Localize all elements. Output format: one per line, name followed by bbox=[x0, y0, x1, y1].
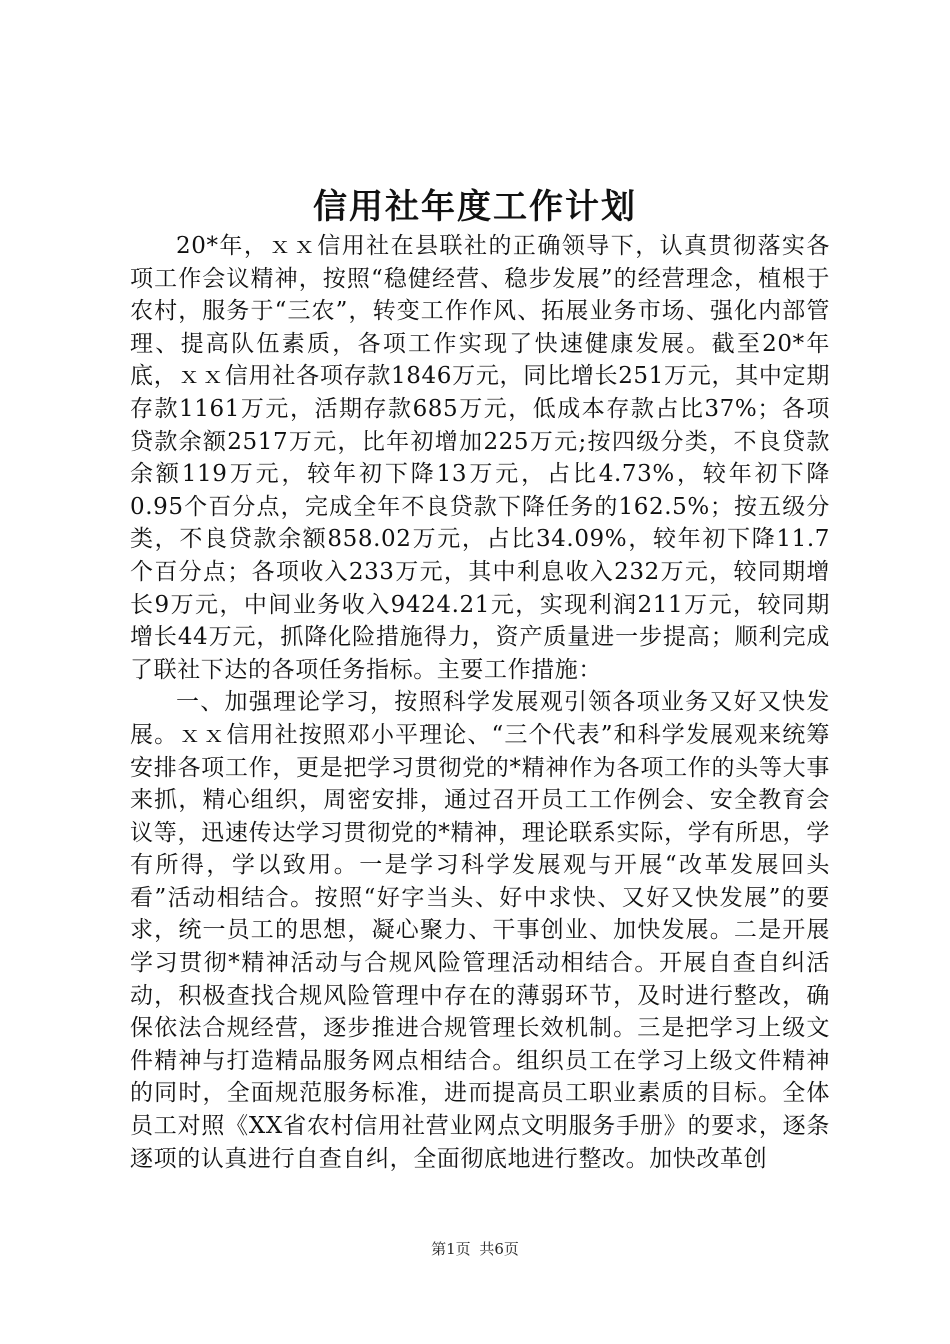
paragraph-measure-1: 一、加强理论学习，按照科学发展观引领各项业务又好又快发展。ｘｘ信用社按照邓小平理论、“三个代表”和科学发展观来统筹安排各项工作，更是把学习贯彻党的*精神作为各项工作的头等大事来抓，精心组织，周密安排，通过召开员工工作例会、安全教育会议等，迅速传达学习贯彻党的*精神，理论联系实际，学有所思，学有所得，学以致用。一是学习科学发展观与开展“改革发展回头看”活动相结合。按照“好字当头、好中求快、又好又快发展”的要求，统一员工的思想，凝心聚力、干事创业、加快发展。二是开展学习贯彻*精神活动与合规风险管理活动相结合。开展自查自纠活动，积极查找合规风险管理中存在的薄弱环节，及时进行整改，确保依法合规经营，逐步推进合规管理长效机制。三是把学习上级文件精神与打造精品服务网点相结合。组织员工在学习上级文件精神的同时，全面规范服务标准，进而提高员工职业素质的目标。全体员工对照《XX省农村信用社营业网点文明服务手册》的要求，逐条逐项的认真进行自查自纠，全面彻底地进行整改。加快改革创 bbox=[130, 689, 830, 1172]
document-body bbox=[130, 230, 830, 1175]
paragraph-summary: 20*年，ｘｘ信用社在县联社的正确领导下，认真贯彻落实各项工作会议精神，按照“稳健经营、稳步发展”的经营理念，植根于农村，服务于“三农”，转变工作作风、拓展业务市场、强化内部管理、提高队伍素质，各项工作实现了快速健康发展。截至20*年底，ｘｘ信用社各项存款1846万元，同比增长251万元，其中定期存款1161万元，活期存款685万元，低成本存款占比37%；各项贷款余额2517万元，比年初增加225万元;按四级分类，不良贷款余额119万元，较年初下降13万元，占比4.73%，较年初下降0.95个百分点，完成全年不良贷款下降任务的162.5%；按五级分类，不良贷款余额858.02万元，占比34.09%，较年初下降11.7个百分点；各项收入233万元，其中利息收入232万元，较同期增长9万元，中间业务收入9424.21元，实现利润211万元，较同期增长44万元，抓降化险措施得力，资产质量进一步提高；顺利完成了联社下达的各项任务指标。主要工作措施： bbox=[130, 233, 830, 683]
page-total: 共6页 bbox=[479, 1240, 519, 1258]
page-footer bbox=[0, 1238, 950, 1259]
document-title: 信用社年度工作计划 bbox=[313, 187, 637, 227]
page-number: 第1页 bbox=[431, 1240, 471, 1258]
